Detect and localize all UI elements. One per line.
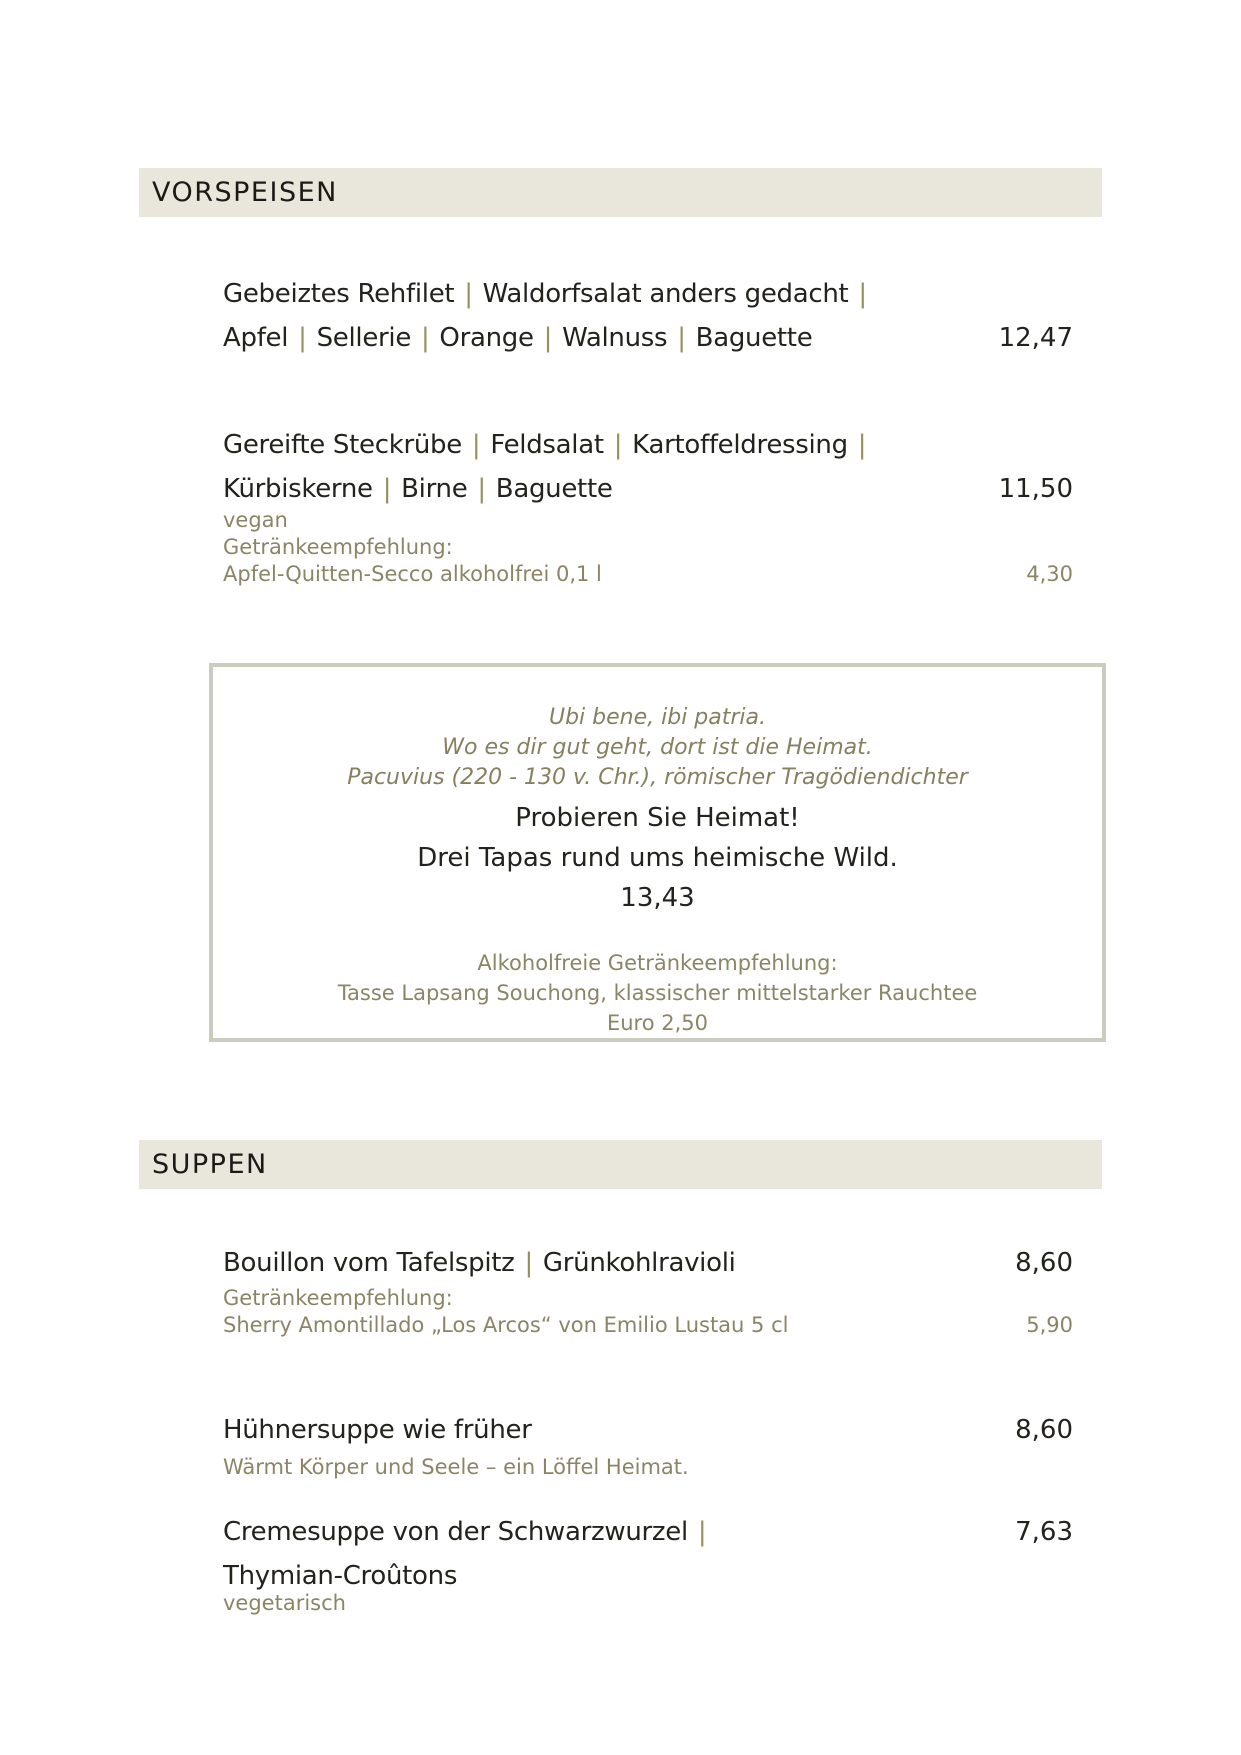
drink-recommendation-label: Getränkeempfehlung:: [223, 535, 453, 559]
dish-price: 11,50: [998, 474, 1073, 504]
dish-price: 7,63: [1015, 1517, 1073, 1547]
section-header-vorspeisen: [139, 168, 1102, 217]
menu-item-cremesuppe: [223, 1510, 1073, 1617]
drink-recommendation-price: 4,30: [1026, 562, 1073, 586]
dish-price: 12,47: [998, 323, 1073, 353]
dish-name-line: Apfel | Sellerie | Orange | Walnuss | Baguette: [223, 323, 813, 353]
drink-recommendation-label: Getränkeempfehlung:: [223, 1286, 453, 1310]
separator-pipe: |: [471, 430, 481, 460]
promo-headline: Probieren Sie Heimat!: [515, 803, 800, 833]
separator-pipe: |: [382, 474, 392, 504]
separator-pipe: |: [421, 323, 430, 353]
menu-item-rehfilet: [223, 272, 1073, 360]
drink-recommendation-row: [223, 1312, 1073, 1339]
section-title: SUPPEN: [152, 1149, 268, 1180]
promo-offer: [213, 798, 1102, 918]
quote-line: Wo es dir gut geht, dort ist die Heimat.: [442, 735, 873, 760]
quote-line: Ubi bene, ibi patria.: [548, 705, 767, 730]
promo-drink-recommendation-price: Euro 2,50: [606, 1011, 709, 1035]
separator-pipe: |: [858, 279, 867, 309]
menu-item-huehnersuppe: [223, 1408, 1073, 1482]
separator-pipe: |: [613, 430, 623, 460]
dish-name-line: Cremesuppe von der Schwarzwurzel |: [223, 1517, 707, 1547]
separator-pipe: |: [857, 430, 867, 460]
promo-box: [209, 663, 1106, 1042]
dish-price: 8,60: [1015, 1415, 1073, 1445]
menu-item-steckruebe: [223, 423, 1073, 588]
diet-tag: vegan: [223, 508, 288, 532]
dish-description: Wärmt Körper und Seele – ein Löffel Heimat.: [223, 1455, 689, 1479]
promo-drink-recommendation: [213, 948, 1102, 1038]
separator-pipe: |: [524, 1248, 533, 1278]
promo-description: Drei Tapas rund ums heimische Wild.: [417, 843, 898, 873]
promo-drink-recommendation-label: Alkoholfreie Getränkeempfehlung:: [477, 951, 838, 975]
quote-attribution: Pacuvius (220 - 130 v. Chr.), römischer Tragödiendichter: [347, 765, 968, 790]
dish-price: 8,60: [1015, 1248, 1073, 1278]
dish-name-line: Hühnersuppe wie früher: [223, 1415, 532, 1445]
section-title: VORSPEISEN: [152, 177, 338, 208]
promo-price: 13,43: [620, 883, 695, 913]
drink-recommendation: Apfel-Quitten-Secco alkoholfrei 0,1 l: [223, 562, 602, 586]
separator-pipe: |: [543, 323, 553, 353]
separator-pipe: |: [464, 279, 473, 309]
dish-name-line: Gebeiztes Rehfilet | Waldorfsalat anders gedacht |: [223, 279, 867, 309]
drink-recommendation-row: [223, 561, 1073, 588]
promo-drink-recommendation-text: Tasse Lapsang Souchong, klassischer mittelstarker Rauchtee: [337, 981, 978, 1005]
separator-pipe: |: [477, 474, 486, 504]
diet-tag: vegetarisch: [223, 1591, 346, 1615]
separator-pipe: |: [677, 323, 686, 353]
drink-recommendation-price: 5,90: [1026, 1313, 1073, 1337]
separator-pipe: |: [298, 323, 307, 353]
dish-name-line: Bouillon vom Tafelspitz | Grünkohlravioli: [223, 1248, 736, 1278]
dish-name-line: Kürbiskerne | Birne | Baguette: [223, 474, 613, 504]
dish-name-line: Thymian-Croûtons: [223, 1561, 458, 1591]
separator-pipe: |: [697, 1517, 707, 1547]
drink-recommendation: Sherry Amontillado „Los Arcos“ von Emilio Lustau 5 cl: [223, 1313, 789, 1337]
dish-name-line: Gereifte Steckrübe | Feldsalat | Kartoffeldressing |: [223, 430, 867, 460]
menu-item-bouillon: [223, 1241, 1073, 1339]
section-header-suppen: [139, 1140, 1102, 1189]
